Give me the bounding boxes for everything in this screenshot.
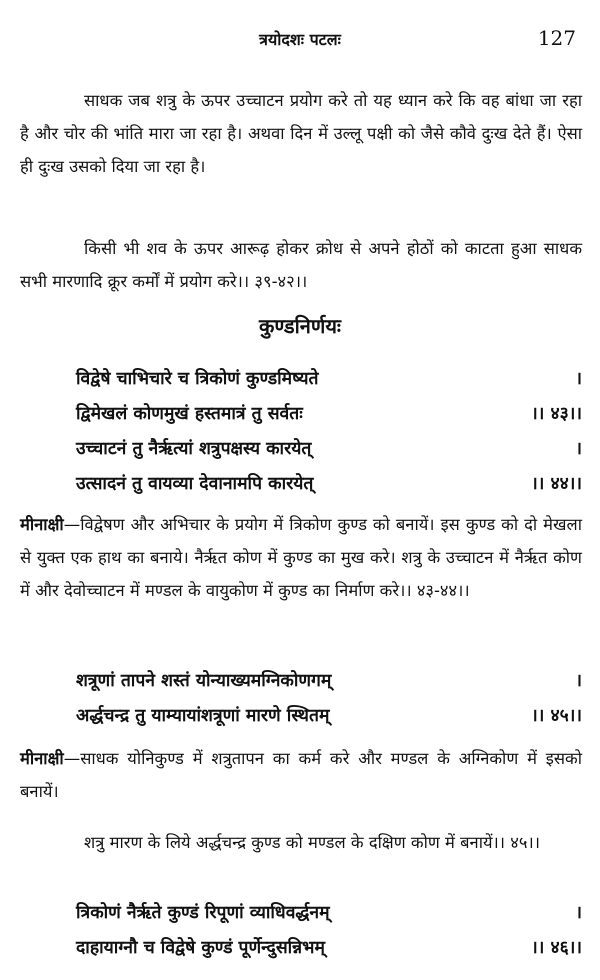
verse-text: द्विमेखलं कोणमुखं हस्तमात्रं तु सर्वतः bbox=[76, 404, 303, 424]
verse-line bbox=[76, 397, 582, 432]
verse-block-45 bbox=[76, 664, 582, 734]
verse-line bbox=[76, 664, 582, 699]
verse-number: । bbox=[575, 903, 582, 923]
page-number: 127 bbox=[537, 26, 576, 50]
paragraph-shava bbox=[20, 232, 582, 298]
verse-text: विद्वेषे चाभिचारे च त्रिकोणं कुण्डमिष्यते bbox=[76, 369, 319, 389]
verse-number: ।। ४५।। bbox=[531, 706, 582, 726]
verse-line bbox=[76, 896, 582, 931]
verse-number: । bbox=[575, 439, 582, 459]
commentary-43-44 bbox=[20, 508, 582, 607]
commentary-lead: मीनाक्षी bbox=[20, 515, 64, 534]
verse-number: ।। ४६।। bbox=[531, 938, 582, 958]
verse-line bbox=[76, 432, 582, 467]
paragraph-text: शत्रु मारण के लिये अर्द्धचन्द्र कुण्ड को मण्डल के दक्षिण कोण में बनायें।। ४५।। bbox=[84, 833, 540, 852]
paragraph-text: साधक जब शत्रु के ऊपर उच्चाटन प्रयोग करे तो यह ध्यान करे कि वह बांधा जा रहा है और चोर की भांति मारा जा रहा है। अथवा दिन में उल्लू पक्षी को जैसे कौवे दुःख देते हैं। ऐसा ही दुःख उसको दिया जा रहा है। bbox=[20, 91, 582, 176]
verse-number: ।। ४४।। bbox=[531, 474, 582, 494]
paragraph-marana bbox=[20, 826, 582, 859]
verse-text: दाहायाग्नौ च विद्वेषे कुण्डं पूर्णेन्दुसन्निभम् bbox=[76, 938, 325, 958]
verse-block-43-44 bbox=[76, 362, 582, 502]
commentary-lead: मीनाक्षी bbox=[20, 749, 64, 768]
verse-number: । bbox=[575, 671, 582, 691]
running-header-title: त्रयोदशः पटलः bbox=[259, 30, 341, 49]
verse-number: ।। ४३।। bbox=[531, 404, 582, 424]
verse-text: उच्चाटनं तु नैर्ऋत्यां शत्रुपक्षस्य कारयेत् bbox=[76, 439, 312, 459]
verse-text: अर्द्धचन्द्र तु याम्यायांशत्रूणां मारणे स्थितम् bbox=[76, 706, 330, 726]
paragraph-uchchatan bbox=[20, 84, 582, 183]
verse-text: त्रिकोणं नैर्ऋते कुण्डं रिपूणां व्याधिवर्द्धनम् bbox=[76, 903, 330, 923]
verse-text: शत्रूणां तापने शस्तं योन्याख्यमग्निकोणगम् bbox=[76, 671, 332, 691]
paragraph-text: किसी भी शव के ऊपर आरूढ़ होकर क्रोध से अपने होठों को काटता हुआ साधक सभी मारणादि क्रूर कर्मों में प्रयोग करे।। ३९-४२।। bbox=[20, 239, 582, 291]
commentary-45 bbox=[20, 742, 582, 808]
verse-block-46 bbox=[76, 896, 582, 966]
commentary-text: —साधक योनिकुण्ड में शत्रुतापन का कर्म करे और मण्डल के अग्निकोण में इसको बनायें। bbox=[20, 749, 582, 801]
commentary-text: —विद्वेषण और अभिचार के प्रयोग में त्रिकोण कुण्ड को बनायें। इस कुण्ड को दो मेखला से युक्त एक हाथ का बनाये। नैर्ऋत कोण में कुण्ड का मुख करे। शत्रु के उच्चाटन में नैर्ऋत कोण में और देवोच्चाटन में मण्डल के वायुकोण में कुण्ड का निर्माण करे।। ४३-४४।। bbox=[20, 515, 582, 600]
verse-line bbox=[76, 699, 582, 734]
verse-number: । bbox=[575, 369, 582, 389]
verse-line bbox=[76, 467, 582, 502]
verse-text: उत्सादनं तु वायव्या देवानामपि कारयेत् bbox=[76, 474, 314, 494]
verse-line bbox=[76, 931, 582, 966]
section-heading: कुण्डनिर्णयः bbox=[259, 314, 341, 338]
verse-line bbox=[76, 362, 582, 397]
